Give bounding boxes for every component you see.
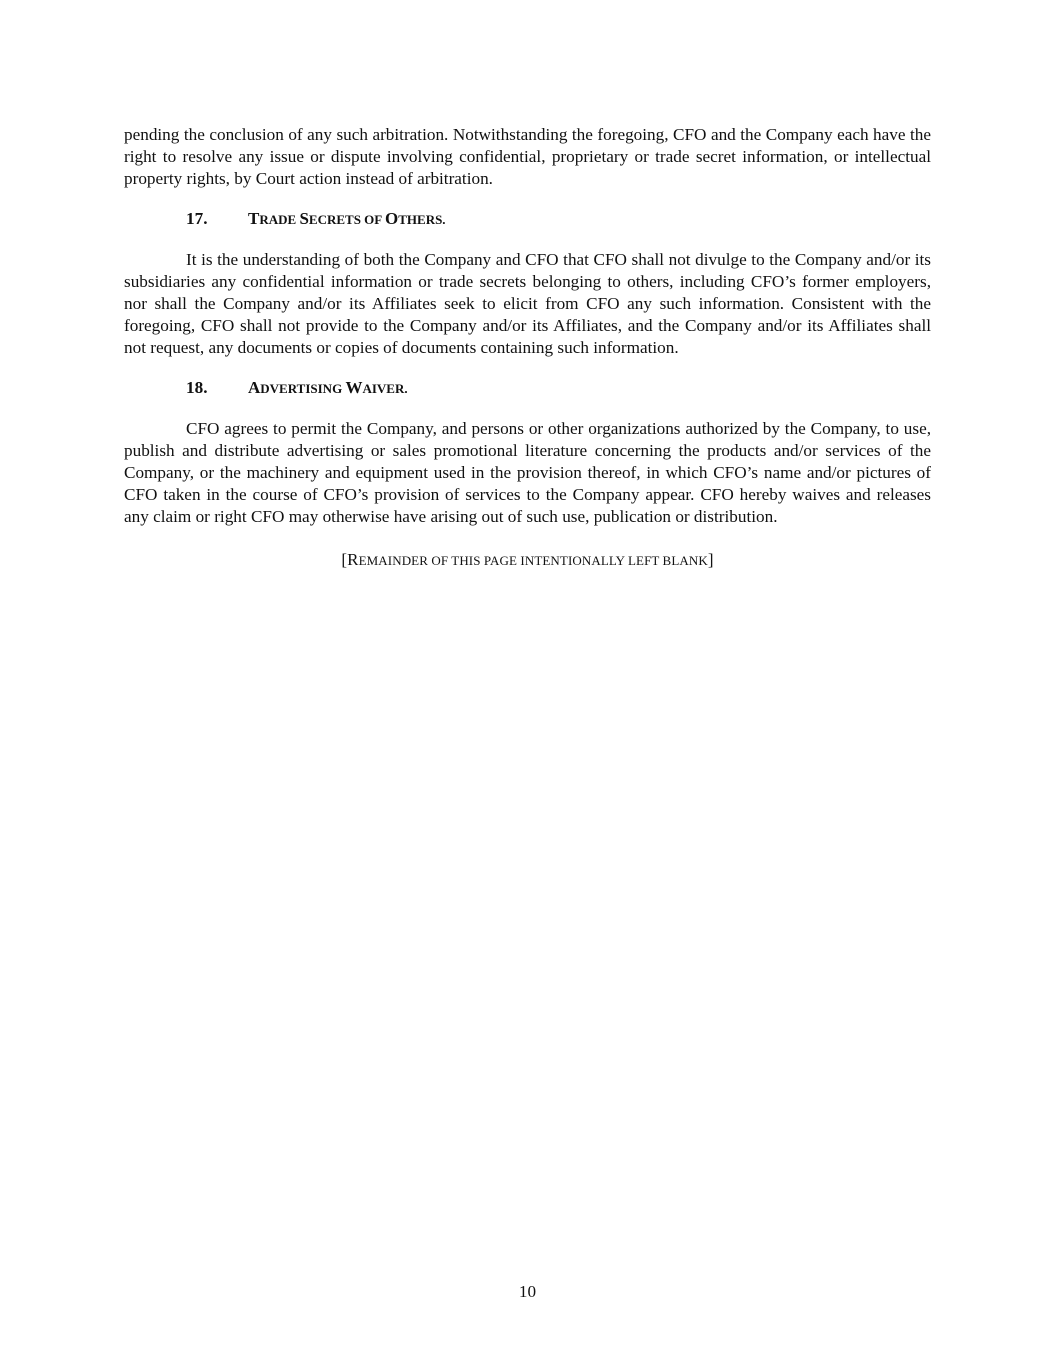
section-18-title-part: DVERTISING (260, 381, 346, 396)
section-18-title-part: A (248, 378, 261, 397)
section-17-title-part: S (299, 209, 309, 228)
section-17-body: It is the understanding of both the Company and CFO that CFO shall not divulge to the Company and/or its subsidiaries any confidential information or trade secrets belonging to others, including CFO’s former employers, nor shall the Company and/or its Affiliates seek to elicit from CFO any such information. Consistent with the foregoing, CFO shall not provide to the Company and/or its Affiliates, and the Company and/or its Affiliates shall not request, any documents or copies of documents containing such information. (124, 250, 931, 357)
remainder-part: EMAINDER OF THIS PAGE INTENTIONALLY LEFT BLANK (358, 553, 708, 568)
section-17-title-part: RADE (259, 212, 300, 227)
section-17-title-part: T (248, 209, 260, 228)
section-18-title-part: AIVER. (362, 381, 408, 396)
section-18-title (248, 377, 408, 400)
page-number: 10 (518, 1282, 537, 1301)
remainder-part: [R (341, 550, 359, 569)
section-18-title-part: W (345, 378, 363, 397)
section-18-number: 18. (186, 378, 208, 397)
section-17-title-part: ECRETS OF (308, 212, 385, 227)
section-17-title-part: O (385, 209, 399, 228)
remainder-part: ] (707, 550, 714, 569)
section-17-number: 17. (186, 209, 208, 228)
section-17-heading (124, 208, 931, 231)
remainder-blank-notice (124, 549, 931, 572)
section-18-body: CFO agrees to permit the Company, and persons or other organizations authorized by the Company, to use, publish and distribute advertising or sales promotional literature concerning the products and/or services of the Company, or the machinery and equipment used in the provision thereof, in which CFO’s name and/or pictures of CFO taken in the course of CFO’s provision of services to the Company appear. CFO hereby waives and releases any claim or right CFO may otherwise have arising out of such use, publication or distribution. (124, 419, 931, 526)
section-18-heading (124, 377, 931, 400)
intro-paragraph: pending the conclusion of any such arbitration. Notwithstanding the foregoing, CFO and the Company each have the right to resolve any issue or dispute involving confidential, proprietary or trade secret information, or intellectual property rights, by Court action instead of arbitration. (124, 125, 931, 188)
page-content (124, 124, 931, 572)
section-17-title-part: THERS. (398, 212, 446, 227)
section-17-title (248, 208, 446, 231)
